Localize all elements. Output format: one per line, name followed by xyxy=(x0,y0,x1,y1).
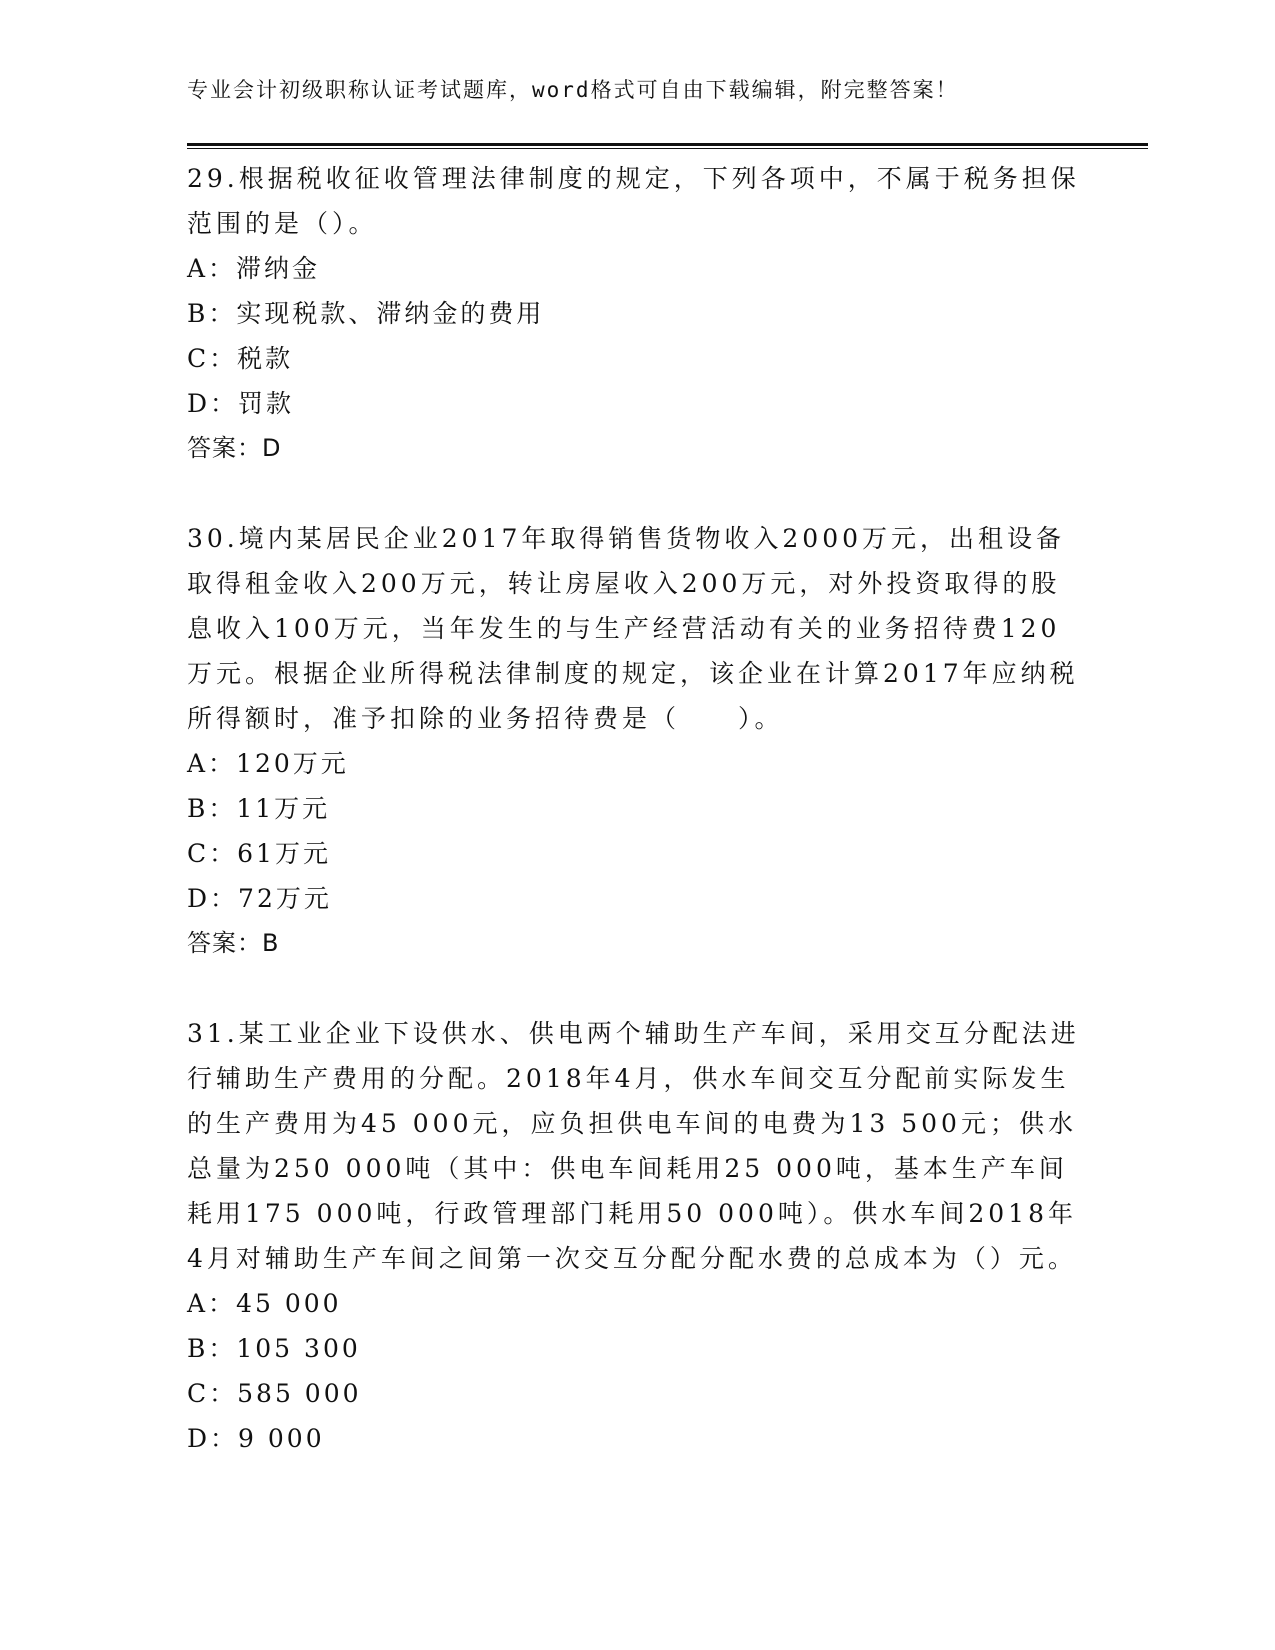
option-b: B：11万元 xyxy=(187,794,331,823)
option-d: D：罚款 xyxy=(187,389,295,418)
option-d: D：72万元 xyxy=(187,884,332,913)
option-a: A：45 000 xyxy=(187,1289,342,1318)
answer-line: 答案：D xyxy=(187,434,282,462)
option-a: A：120万元 xyxy=(187,749,349,778)
option-a: A：滞纳金 xyxy=(187,254,321,283)
question-31 xyxy=(187,1011,1087,1461)
question-29 xyxy=(187,156,1087,471)
option-c: C：585 000 xyxy=(187,1379,362,1408)
question-stem: 29.根据税收征收管理法律制度的规定，下列各项中，不属于税务担保范围的是（）。 xyxy=(187,164,1080,238)
question-stem: 31.某工业企业下设供水、供电两个辅助生产车间，采用交互分配法进行辅助生产费用的分配。2018年4月，供水车间交互分配前实际发生的生产费用为45 000元，应负担供电车间的电费为13 500元；供水总量为250 000吨（其中：供电车间耗用25 000吨，基本生产车间耗用175 000吨，行政管理部门耗用50 000吨）。供水车间2018年4月对辅助生产车间之间第一次交互分配分配水费的总成本为（）元。 xyxy=(187,1019,1080,1273)
question-list xyxy=(187,156,1087,1461)
option-c: C：税款 xyxy=(187,344,294,373)
option-b: B：105 300 xyxy=(187,1334,361,1363)
answer-line: 答案：B xyxy=(187,929,280,957)
option-d: D：9 000 xyxy=(187,1424,325,1453)
option-b: B：实现税款、滞纳金的费用 xyxy=(187,299,545,328)
question-30 xyxy=(187,516,1087,966)
question-spacer xyxy=(187,966,1087,1011)
question-spacer xyxy=(187,471,1087,516)
question-stem: 30.境内某居民企业2017年取得销售货物收入2000万元，出租设备取得租金收入200万元，转让房屋收入200万元，对外投资取得的股息收入100万元，当年发生的与生产经营活动有关的业务招待费120万元。根据企业所得税法律制度的规定，该企业在计算2017年应纳税所得额时，准予扣除的业务招待费是（ ）。 xyxy=(187,524,1079,733)
header-divider xyxy=(187,143,1148,149)
option-c: C：61万元 xyxy=(187,839,331,868)
page-header: 专业会计初级职称认证考试题库，word格式可自由下载编辑，附完整答案！ xyxy=(187,78,959,102)
